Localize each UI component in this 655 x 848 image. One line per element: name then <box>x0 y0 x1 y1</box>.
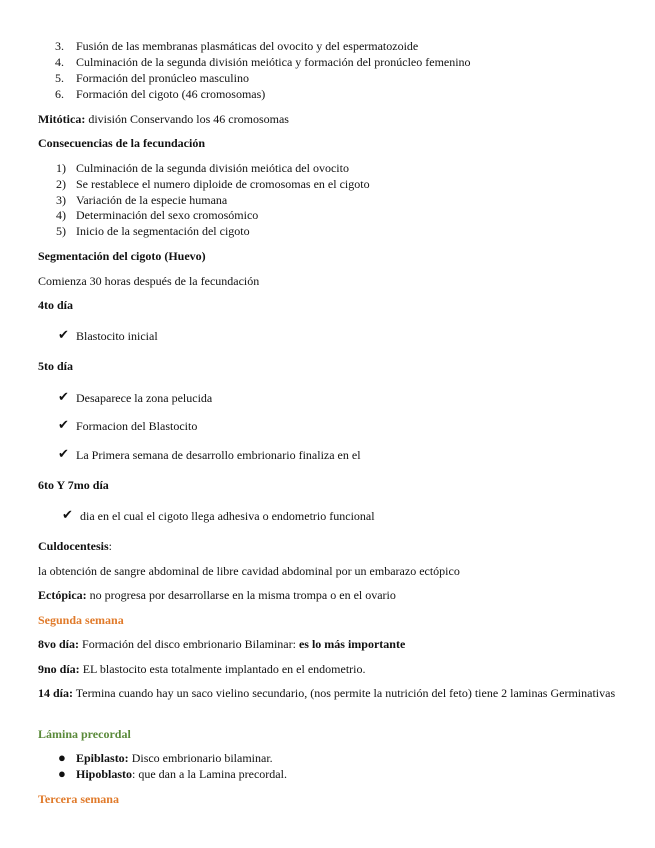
section-heading: Segmentación del cigoto (Huevo) <box>38 249 206 263</box>
emphasis-text: es lo más importante <box>298 637 406 651</box>
check-list-item: Desaparece la zona pelucida <box>76 391 213 405</box>
section-heading: Consecuencias de la fecundación <box>38 136 206 150</box>
list-item: Formación del pronúcleo masculino <box>76 71 249 85</box>
mitotica-paragraph <box>38 112 289 126</box>
list-number: 4. <box>55 55 64 69</box>
subsection-heading: Lámina precordal <box>38 727 131 741</box>
day-heading: 6to Y 7mo día <box>38 478 109 492</box>
check-list-item: Formacion del Blastocito <box>76 419 198 433</box>
bullet-dot-icon: ● <box>58 750 66 765</box>
bullet-dot-icon: ● <box>58 766 66 781</box>
term-label: 8vo día: <box>38 637 80 651</box>
check-mark-icon: ✔ <box>58 418 69 433</box>
list-item: Se restablece el numero diploide de cromosomas en el cigoto <box>76 177 370 191</box>
term-label: 14 día: <box>38 686 74 700</box>
list-number: 2) <box>56 177 66 191</box>
definition-text: EL blastocito esta totalmente implantado en el endometrio. <box>79 662 366 676</box>
definition-text: Formación del disco embrionario Bilaminar: <box>79 637 299 651</box>
definition-text: no progresa por desarrollarse en la misma trompa o en el ovario <box>86 588 396 602</box>
definition-text: Disco embrionario bilaminar. <box>128 751 273 765</box>
term-label: Culdocentesis <box>38 539 109 553</box>
check-list-item: La Primera semana de desarrollo embrionario finaliza en el <box>76 448 361 462</box>
paragraph-text: Comienza 30 horas después de la fecundación <box>38 274 260 288</box>
list-item: Culminación de la segunda división meiótica y formación del pronúcleo femenino <box>76 55 471 69</box>
check-list-item: Blastocito inicial <box>76 329 158 343</box>
day8-paragraph <box>38 637 405 651</box>
check-mark-icon: ✔ <box>58 328 69 343</box>
term-label: 9no día: <box>38 662 80 676</box>
list-item: Inicio de la segmentación del cigoto <box>76 224 250 238</box>
term-label: Ectópica: <box>38 588 87 602</box>
check-mark-icon: ✔ <box>58 390 69 405</box>
term-label: Epiblasto: <box>76 751 129 765</box>
day14-paragraph <box>38 686 616 701</box>
ectopica-paragraph <box>38 588 396 602</box>
list-number: 1) <box>56 161 66 175</box>
term-label: Hipoblasto <box>76 767 133 781</box>
definition-text: Termina cuando hay un saco vielino secundario, (nos permite la nutrición del feto) tiene 2 laminas Germinativas <box>73 686 616 700</box>
list-item: Culminación de la segunda división meiótica del ovocito <box>76 161 349 175</box>
day-heading: 4to día <box>38 298 74 312</box>
list-item: Formación del cigoto (46 cromosomas) <box>76 87 266 101</box>
check-list-item: dia en el cual el cigoto llega adhesiva o endometrio funcional <box>80 509 375 523</box>
term-suffix: : <box>108 539 113 553</box>
check-mark-icon: ✔ <box>58 447 69 462</box>
definition-text: división Conservando los 46 cromosomas <box>85 112 289 126</box>
definition-text: : que dan a la Lamina precordal. <box>132 767 287 781</box>
week-heading: Tercera semana <box>38 792 119 806</box>
term-label: Mitótica: <box>38 112 86 126</box>
bullet-list-item <box>76 767 287 781</box>
list-number: 5) <box>56 224 66 238</box>
bullet-list-item <box>76 751 273 765</box>
week-heading: Segunda semana <box>38 613 124 627</box>
list-number: 5. <box>55 71 64 85</box>
list-item: Determinación del sexo cromosómico <box>76 208 259 222</box>
list-item: Fusión de las membranas plasmáticas del ovocito y del espermatozoide <box>76 39 419 53</box>
list-number: 6. <box>55 87 64 101</box>
day9-paragraph <box>38 662 366 676</box>
day-heading: 5to día <box>38 359 74 373</box>
culdocentesis-heading <box>38 539 112 553</box>
list-item: Variación de la especie humana <box>76 193 228 207</box>
list-number: 4) <box>56 208 66 222</box>
list-number: 3) <box>56 193 66 207</box>
list-number: 3. <box>55 39 64 53</box>
paragraph-text: la obtención de sangre abdominal de libre cavidad abdominal por un embarazo ectópico <box>38 564 460 578</box>
check-mark-icon: ✔ <box>62 508 73 523</box>
